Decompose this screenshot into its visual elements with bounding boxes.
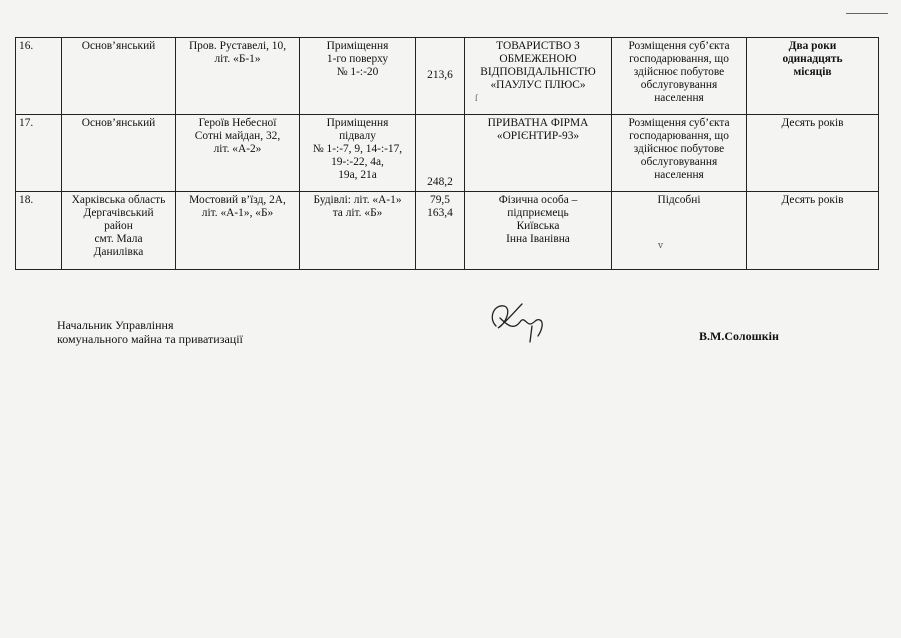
area-cell: 213,6 bbox=[416, 38, 465, 115]
term-cell: Два роки одинадцять місяців bbox=[747, 38, 879, 115]
purpose-cell: Підсобні bbox=[612, 192, 747, 270]
address-cell: Мостовий в’їзд, 2А, літ. «А-1», «Б» bbox=[176, 192, 300, 270]
scan-speck: ⅴ bbox=[658, 240, 664, 250]
address-cell: Героїв Небесної Сотні майдан, 32, літ. «А-2» bbox=[176, 115, 300, 192]
signer-name: В.М.Солошкін bbox=[699, 329, 779, 343]
lease-table bbox=[15, 37, 879, 270]
purpose-cell: Розміщення суб’єкта господарювання, що здійснює побутове обслуговування населення bbox=[612, 115, 747, 192]
table-row bbox=[16, 115, 879, 192]
row-number: 17. bbox=[16, 115, 62, 192]
scan-speck: ſ bbox=[475, 93, 478, 103]
premises-cell: Будівлі: літ. «А-1» та літ. «Б» bbox=[300, 192, 416, 270]
purpose-cell: Розміщення суб’єкта господарювання, що здійснює побутове обслуговування населення bbox=[612, 38, 747, 115]
table-row bbox=[16, 192, 879, 270]
scan-mark bbox=[846, 13, 888, 14]
premises-cell: Приміщення підвалу № 1-:-7, 9, 14-:-17, 19-:-22, 4а, 19а, 21а bbox=[300, 115, 416, 192]
district-cell: Основ’янський bbox=[62, 115, 176, 192]
district-cell: Основ’янський bbox=[62, 38, 176, 115]
premises-cell: Приміщення 1-го поверху № 1-:-20 bbox=[300, 38, 416, 115]
handwritten-signature bbox=[486, 296, 548, 348]
area-cell: 79,5 163,4 bbox=[416, 192, 465, 270]
row-number: 18. bbox=[16, 192, 62, 270]
table-row bbox=[16, 38, 879, 115]
tenant-cell: ТОВАРИСТВО З ОБМЕЖЕНОЮ ВІДПОВІДАЛЬНІСТЮ «ПАУЛУС ПЛЮС» bbox=[465, 38, 612, 115]
row-number: 16. bbox=[16, 38, 62, 115]
tenant-cell: Фізична особа – підприємець Київська Інна Іванівна bbox=[465, 192, 612, 270]
term-cell: Десять років bbox=[747, 192, 879, 270]
signatory-title: Начальник Управління комунального майна та приватизації bbox=[57, 318, 243, 346]
term-cell: Десять років bbox=[747, 115, 879, 192]
address-cell: Пров. Руставелі, 10, літ. «Б-1» bbox=[176, 38, 300, 115]
district-cell: Харківська область Дергачівський район смт. Мала Данилівка bbox=[62, 192, 176, 270]
area-cell: 248,2 bbox=[416, 115, 465, 192]
tenant-cell: ПРИВАТНА ФІРМА «ОРІЄНТИР-93» bbox=[465, 115, 612, 192]
